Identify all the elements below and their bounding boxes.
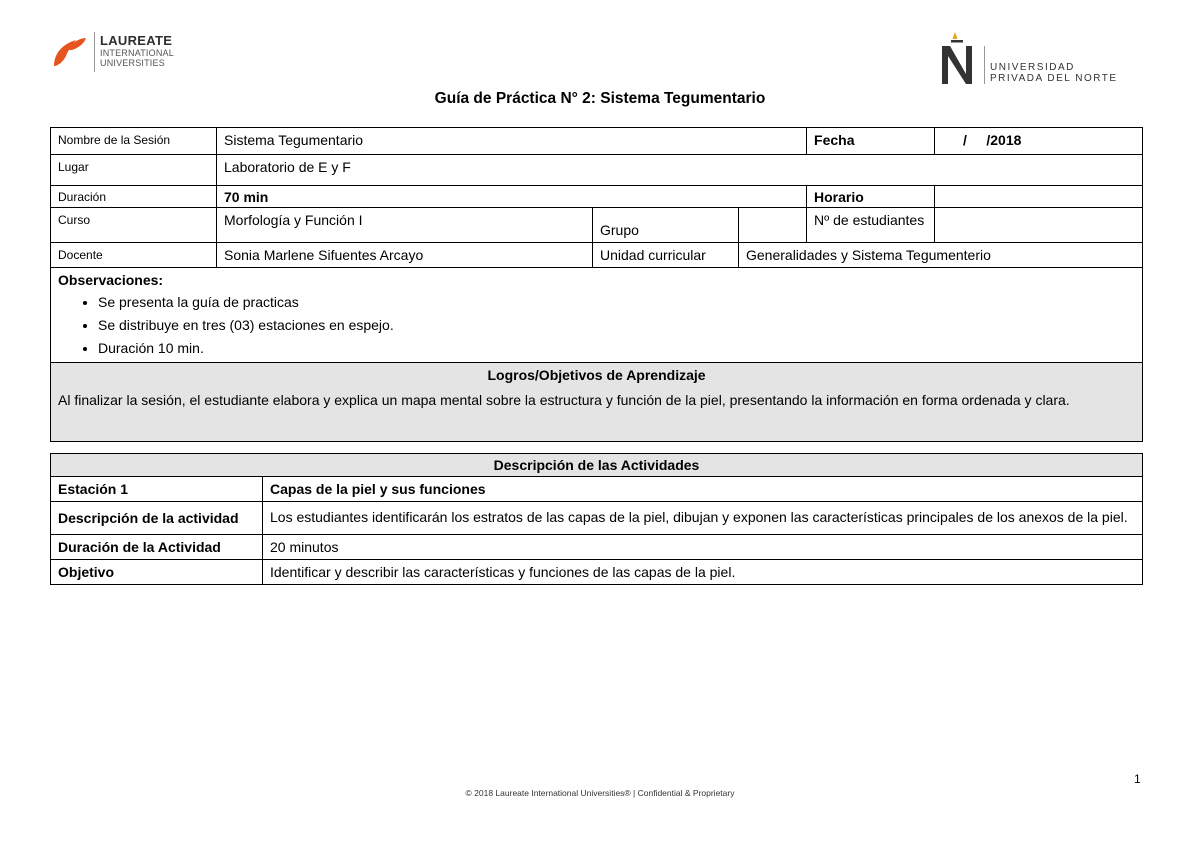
upn-n-icon <box>938 30 978 86</box>
unidad-value: Generalidades y Sistema Tegumenterio <box>739 243 1143 268</box>
session-table <box>50 127 1143 442</box>
horario-label: Horario <box>807 186 935 208</box>
estacion-value: Capas de la piel y sus funciones <box>263 477 1143 502</box>
footer-text: © 2018 Laureate International Universities® | Confidential & Proprietary <box>465 788 735 798</box>
fecha-value: / /2018 <box>935 128 1143 155</box>
objetivo-value: Identificar y describir las características y funciones de las capas de la piel. <box>263 560 1143 585</box>
descripcion-value: Los estudiantes identificarán los estratos de las capas de la piel, dibujan y exponen las características principales de los anexos de la piel. <box>263 502 1143 535</box>
list-item: • Se presenta la guía de practicas <box>98 291 1135 314</box>
list-item: • Se distribuye en tres (03) estaciones en espejo. <box>98 314 1135 337</box>
upn-line2: PRIVADA DEL NORTE <box>990 73 1118 84</box>
estacion-label: Estación 1 <box>51 477 263 502</box>
logo-divider <box>94 32 95 72</box>
objetivo-label: Objetivo <box>51 560 263 585</box>
unidad-label: Unidad curricular <box>593 243 739 268</box>
descripcion-label: Descripción de la actividad <box>51 502 263 535</box>
docente-label: Docente <box>51 243 217 268</box>
document-title: Guía de Práctica N° 2: Sistema Tegumentario <box>434 90 766 107</box>
list-item: • Duración 10 min. <box>98 337 1135 360</box>
duracion-value: 70 min <box>217 186 807 208</box>
nombre-label: Nombre de la Sesión <box>51 128 217 155</box>
horario-value <box>935 186 1143 208</box>
actividades-title: Descripción de las Actividades <box>51 454 1143 477</box>
observaciones-title: Observaciones: <box>58 272 164 288</box>
observaciones-cell <box>51 268 1143 363</box>
upn-logo <box>938 30 1138 90</box>
logros-text: Al finalizar la sesión, el estudiante elabora y explica un mapa mental sobre la estructura y función de la piel, presentando la información en forma ordenada y clara. <box>58 392 1070 408</box>
upn-line1: UNIVERSIDAD <box>990 62 1075 73</box>
estudiantes-value <box>935 208 1143 243</box>
curso-value: Morfología y Función I <box>217 208 593 243</box>
upn-divider <box>984 46 985 84</box>
activities-table <box>50 453 1143 585</box>
logros-cell <box>51 363 1143 442</box>
nombre-value: Sistema Tegumentario <box>217 128 807 155</box>
estudiantes-label: Nº de estudiantes <box>807 208 935 243</box>
duracion-actividad-value: 20 minutos <box>263 535 1143 560</box>
grupo-label: Grupo <box>593 208 739 243</box>
lugar-value: Laboratorio de E y F <box>217 155 1143 186</box>
duracion-label: Duración <box>51 186 217 208</box>
laureate-brand: LAUREATE <box>100 33 173 48</box>
laureate-line2: INTERNATIONAL <box>100 48 174 58</box>
observaciones-list <box>58 291 1135 360</box>
fecha-label: Fecha <box>807 128 935 155</box>
docente-value: Sonia Marlene Sifuentes Arcayo <box>217 243 593 268</box>
laureate-line3: UNIVERSITIES <box>100 58 165 68</box>
page-number: 1 <box>1134 772 1141 786</box>
grupo-value <box>739 208 807 243</box>
logros-title: Logros/Objetivos de Aprendizaje <box>487 367 706 383</box>
curso-label: Curso <box>51 208 217 243</box>
lugar-label: Lugar <box>51 155 217 186</box>
laureate-leaf-icon <box>50 36 88 70</box>
duracion-actividad-label: Duración de la Actividad <box>51 535 263 560</box>
